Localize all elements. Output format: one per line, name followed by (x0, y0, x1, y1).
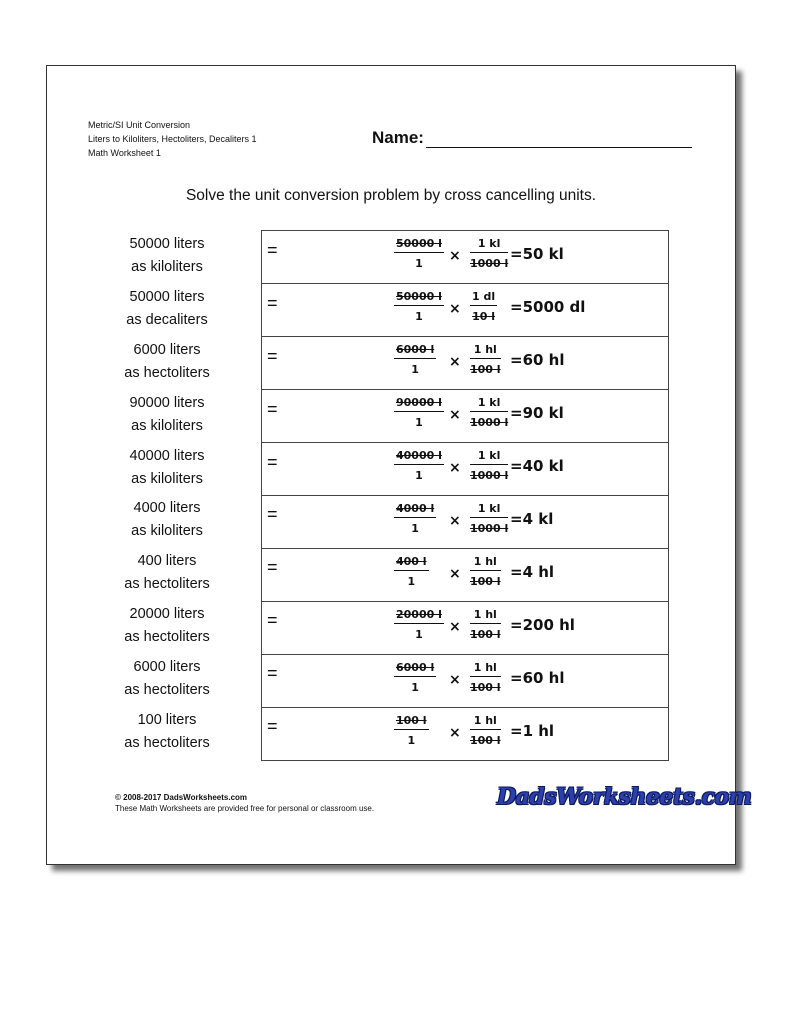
times-sign: × (449, 354, 461, 370)
fraction-denominator: 1000 l (470, 522, 509, 535)
fraction-denominator: 10 l (472, 310, 496, 323)
fraction-denominator: 100 l (470, 628, 501, 641)
dadsworksheets-logo: DadsWorksheets.com (497, 784, 752, 810)
first-fraction (394, 237, 444, 270)
problem-text (107, 550, 227, 596)
problem-quantity: 4000 liters (133, 500, 201, 517)
equals-sign: = (267, 504, 278, 525)
times-sign: × (449, 460, 461, 476)
problem-text (107, 339, 227, 385)
fraction-numerator: 4000 l (394, 502, 436, 518)
answer-result: =5000 dl (510, 298, 586, 316)
problem-target-unit: as hectoliters (124, 576, 210, 593)
conversion-fraction (470, 290, 497, 323)
answer-result: =1 hl (510, 722, 555, 740)
fraction-denominator: 100 l (470, 734, 501, 747)
problem-target-unit: as kiloliters (131, 417, 203, 434)
instructions: Solve the unit conversion problem by cross cancelling units. (185, 187, 597, 204)
answer-row (262, 337, 668, 390)
footer-note: These Math Worksheets are provided free for personal or classroom use. (115, 804, 375, 813)
equals-sign: = (267, 345, 278, 366)
fraction-numerator: 1 hl (470, 714, 501, 730)
first-fraction (394, 396, 444, 429)
fraction-numerator: 20000 l (394, 608, 444, 624)
problem-target-unit: as kiloliters (131, 523, 203, 540)
fraction-numerator: 50000 l (394, 237, 444, 253)
answer-row (262, 602, 668, 655)
fraction-numerator: 1 hl (470, 343, 501, 359)
fraction-numerator: 6000 l (394, 661, 436, 677)
problem-target-unit: as kiloliters (131, 259, 203, 275)
meta-line-1: Metric/SI Unit Conversion (88, 120, 191, 130)
fraction-numerator: 1 hl (470, 608, 501, 624)
footer (115, 792, 374, 814)
problem-quantity: 20000 liters (129, 606, 205, 623)
answer-result: =4 kl (510, 510, 554, 528)
equals-sign: = (267, 663, 278, 684)
problem-text (107, 233, 227, 279)
times-sign: × (449, 619, 461, 635)
answer-result: =60 hl (510, 669, 565, 687)
answer-row (262, 708, 668, 761)
problem-quantity: 400 liters (137, 553, 197, 570)
fraction-numerator: 50000 l (394, 290, 444, 306)
problem-label (107, 547, 278, 600)
name-label: Name: (372, 128, 424, 147)
times-sign: × (449, 725, 461, 741)
first-fraction (394, 343, 436, 376)
problem-target-unit: as hectoliters (124, 682, 210, 699)
problem-text (107, 286, 227, 332)
answer-row (262, 390, 668, 443)
fraction-denominator: 1 (415, 257, 423, 270)
times-sign: × (449, 513, 461, 529)
problem-label (107, 442, 278, 495)
problem-quantity: 90000 liters (129, 394, 205, 411)
fraction-numerator: 1 kl (470, 237, 508, 253)
fraction-numerator: 400 l (394, 555, 429, 571)
equals-sign: = (267, 610, 278, 631)
meta-line-3: Math Worksheet 1 (88, 148, 161, 158)
answer-result: =50 kl (510, 245, 564, 263)
worksheet-page (46, 65, 752, 865)
problem-text (107, 497, 227, 543)
times-sign: × (449, 566, 461, 582)
problem-text (107, 392, 227, 438)
first-fraction (394, 290, 444, 323)
fraction-denominator: 1 (411, 522, 419, 535)
problem-target-unit: as hectoliters (124, 364, 210, 381)
problem-label (107, 653, 278, 706)
problem-target-unit: as decaliters (126, 311, 208, 328)
fraction-denominator: 1 (407, 575, 416, 588)
problem-label (107, 336, 278, 389)
first-fraction (394, 449, 444, 482)
problem-target-unit: as kiloliters (131, 470, 203, 487)
fraction-numerator: 1 kl (470, 396, 508, 412)
equals-sign: = (267, 451, 278, 472)
problem-text (107, 603, 227, 649)
fraction-numerator: 40000 l (394, 449, 444, 465)
times-sign: × (449, 672, 461, 688)
fraction-denominator: 1 (415, 469, 423, 482)
problem-quantity: 6000 liters (133, 659, 201, 676)
first-fraction (394, 714, 429, 747)
problem-label (107, 283, 278, 336)
answer-result: =200 hl (510, 616, 575, 634)
fraction-denominator: 1 (407, 734, 416, 747)
answer-row (262, 549, 668, 602)
answer-result: =40 kl (510, 457, 564, 475)
times-sign: × (449, 407, 461, 423)
answer-result: =60 hl (510, 351, 565, 369)
fraction-numerator: 1 hl (470, 555, 501, 571)
answer-row (262, 443, 668, 496)
problem-label (107, 230, 278, 283)
first-fraction (394, 661, 436, 694)
worksheet-meta (88, 118, 257, 160)
fraction-numerator: 1 kl (470, 502, 508, 518)
fraction-denominator: 100 l (470, 681, 501, 694)
equals-sign: = (267, 292, 278, 313)
fraction-denominator: 1 (415, 310, 423, 323)
conversion-fraction (470, 714, 501, 747)
equals-sign: = (267, 398, 278, 419)
equals-sign: = (267, 557, 278, 578)
first-fraction (394, 608, 444, 641)
problem-target-unit: as hectoliters (124, 735, 210, 752)
conversion-fraction (470, 661, 501, 694)
fraction-denominator: 1 (411, 363, 419, 376)
problem-label (107, 706, 278, 759)
problem-quantity: 40000 liters (129, 447, 205, 464)
fraction-numerator: 6000 l (394, 343, 436, 359)
answer-row (262, 231, 668, 284)
fraction-denominator: 1 (411, 681, 419, 694)
fraction-denominator: 1000 l (470, 469, 509, 482)
fraction-numerator: 1 dl (470, 290, 497, 306)
first-fraction (394, 502, 436, 535)
question-column (107, 230, 278, 759)
problem-quantity: 50000 liters (129, 236, 205, 252)
answer-row (262, 496, 668, 549)
fraction-numerator: 1 kl (470, 449, 508, 465)
conversion-fraction (470, 237, 508, 270)
fraction-denominator: 100 l (470, 363, 501, 376)
problem-quantity: 6000 liters (133, 341, 201, 358)
conversion-fraction (470, 449, 508, 482)
problem-target-unit: as hectoliters (124, 629, 210, 646)
meta-line-2: Liters to Kiloliters, Hectoliters, Decaliters 1 (88, 134, 257, 144)
conversion-fraction (470, 343, 501, 376)
answer-result: =90 kl (510, 404, 564, 422)
fraction-numerator: 1 hl (470, 661, 501, 677)
equals-sign: = (267, 716, 278, 737)
problem-quantity: 100 liters (137, 712, 197, 729)
problem-label (107, 494, 278, 547)
problem-label (107, 389, 278, 442)
name-line (426, 133, 692, 148)
problem-text (107, 709, 227, 755)
fraction-denominator: 1 (415, 628, 423, 641)
problem-text (107, 445, 227, 491)
conversion-fraction (470, 608, 501, 641)
problem-quantity: 50000 liters (129, 288, 205, 305)
fraction-denominator: 1000 l (470, 257, 509, 270)
copyright: © 2008-2017 DadsWorksheets.com (115, 793, 248, 802)
answer-row (262, 284, 668, 337)
answer-row (262, 655, 668, 708)
equals-sign: = (267, 240, 278, 260)
first-fraction (394, 555, 429, 588)
conversion-fraction (470, 555, 501, 588)
fraction-denominator: 1 (415, 416, 423, 429)
conversion-fraction (470, 396, 508, 429)
times-sign: × (449, 301, 461, 317)
name-field (372, 128, 692, 148)
problem-text (107, 656, 227, 702)
fraction-numerator: 100 l (394, 714, 429, 730)
conversion-fraction (470, 502, 508, 535)
fraction-denominator: 1000 l (470, 416, 509, 429)
fraction-numerator: 90000 l (394, 396, 444, 412)
answer-result: =4 hl (510, 563, 555, 581)
answer-grid (261, 230, 669, 761)
fraction-denominator: 100 l (470, 575, 501, 588)
problem-label (107, 600, 278, 653)
times-sign: × (449, 248, 461, 264)
